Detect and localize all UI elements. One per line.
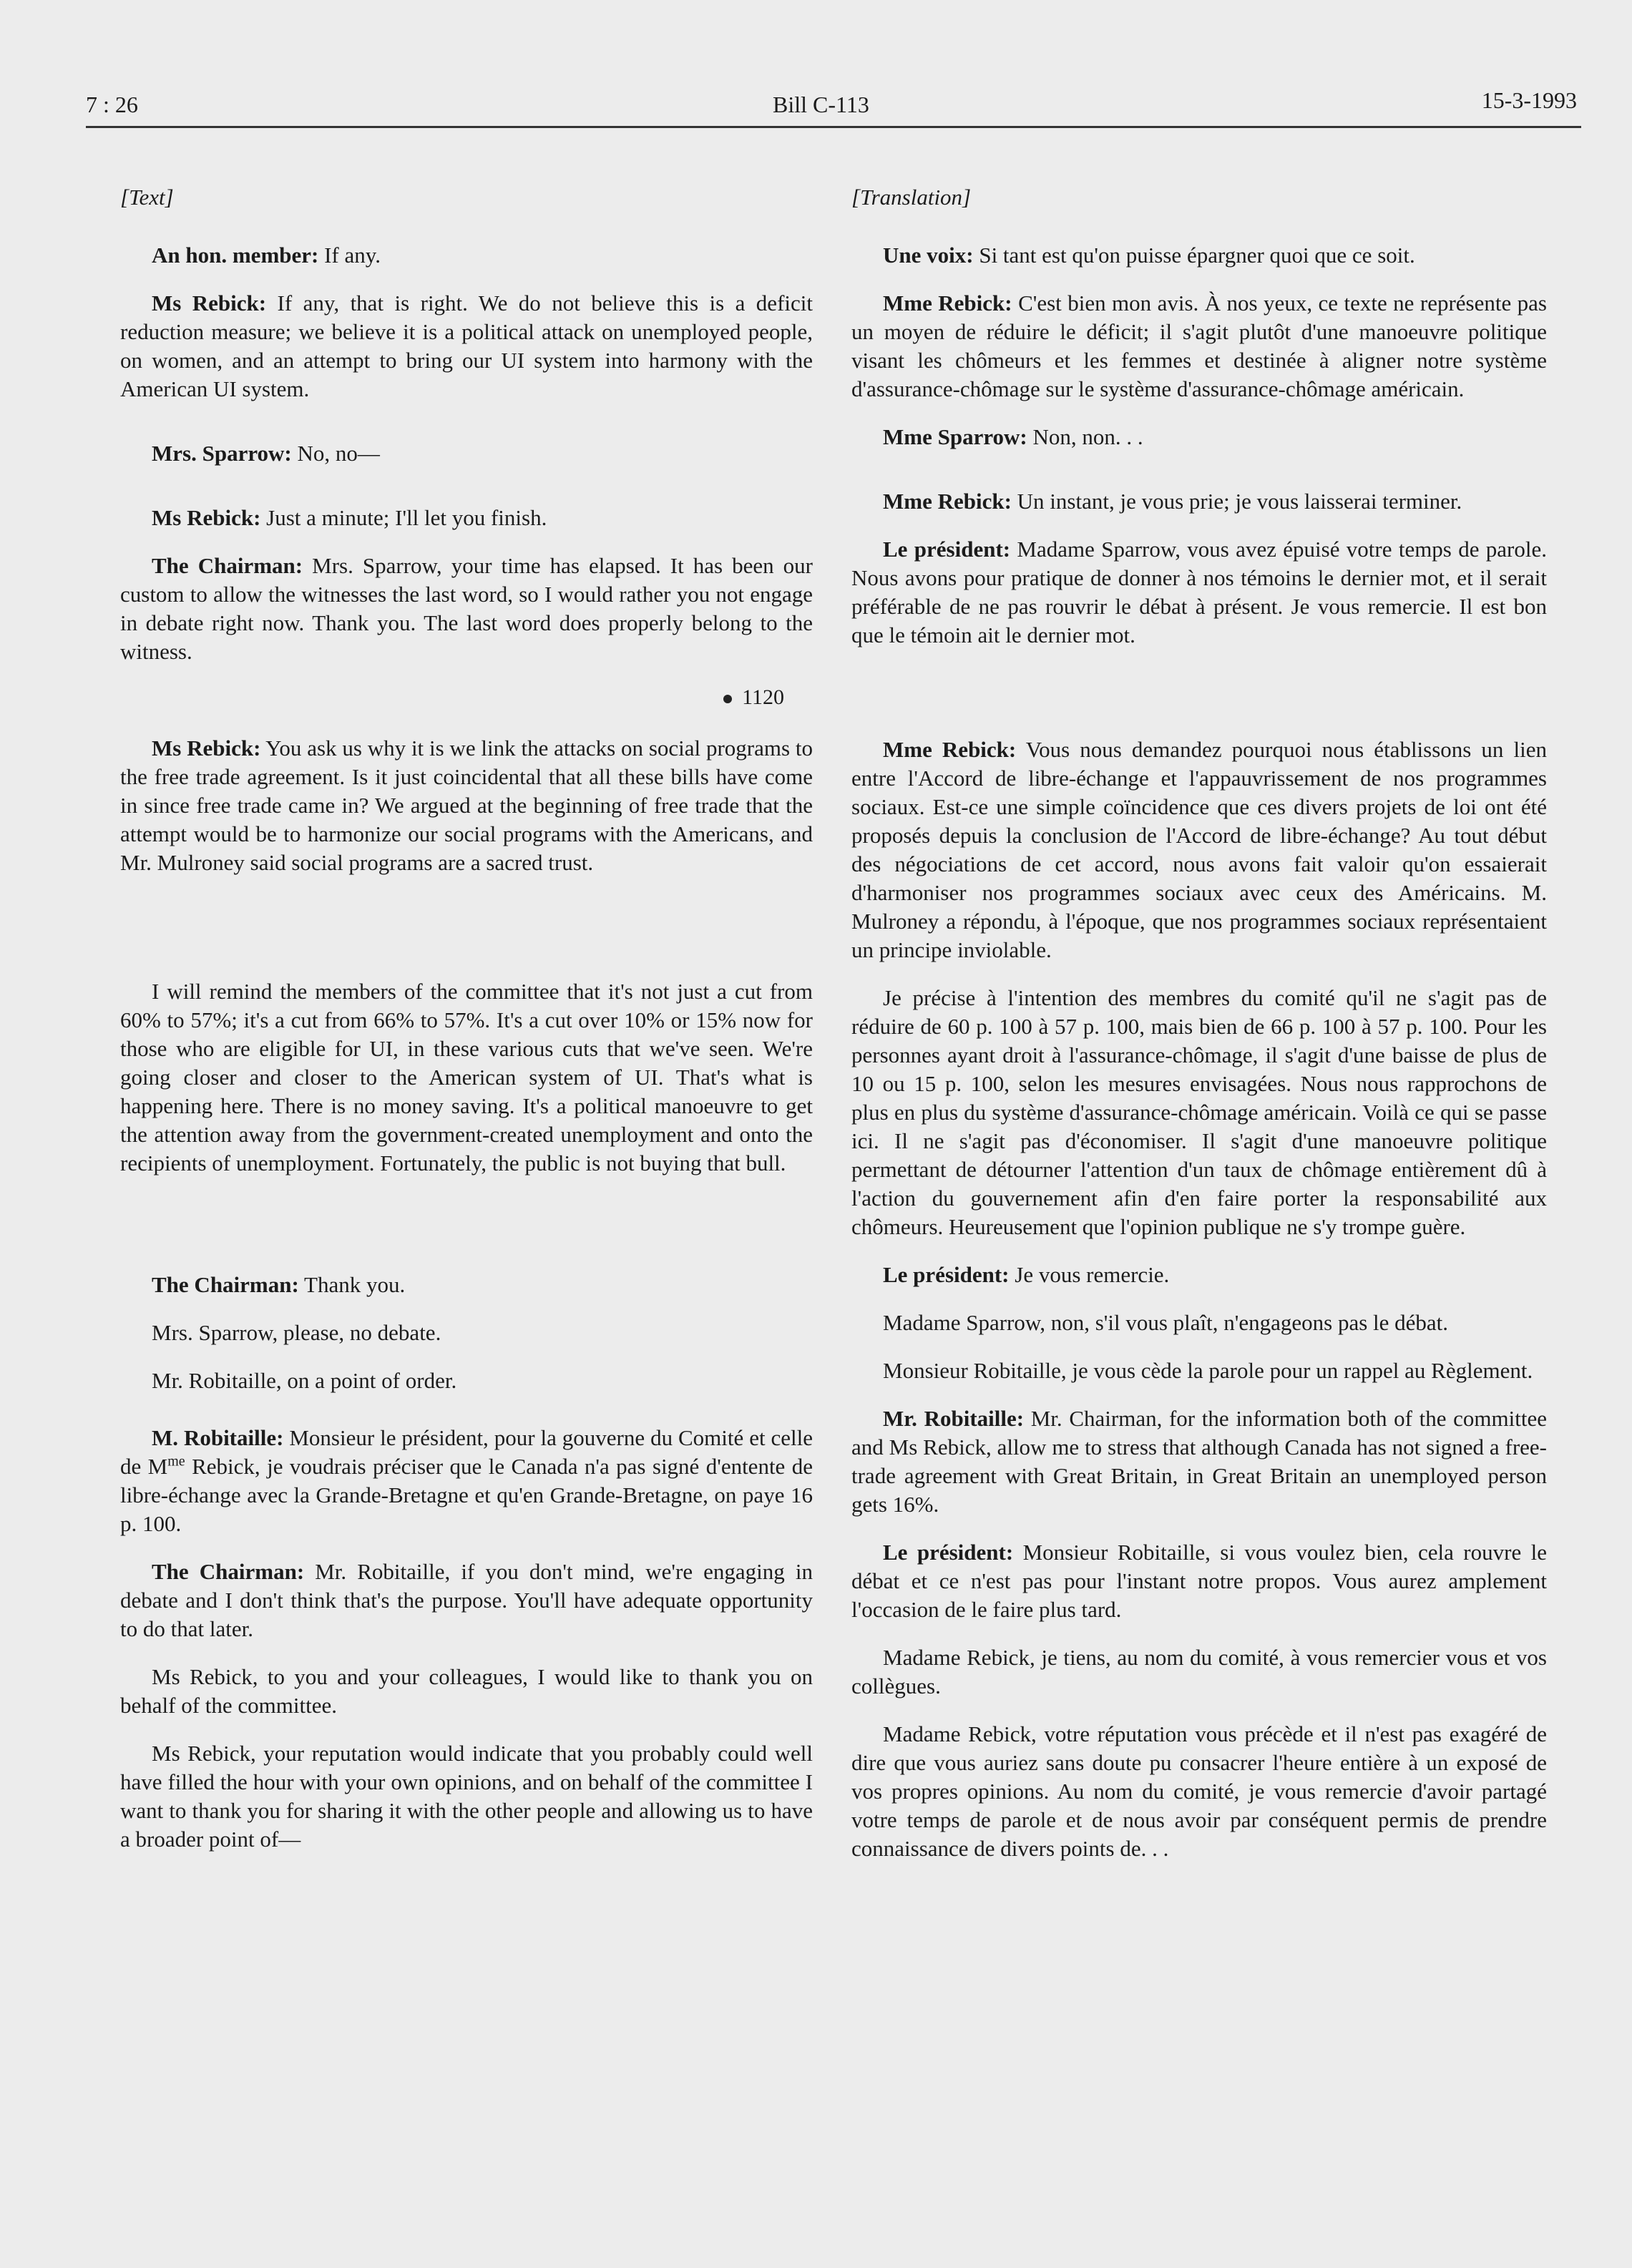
- paragraph: [120, 241, 813, 270]
- speech: Vous nous demandez pourquoi nous établissons un lien entre l'Accord de libre-échange et l'appauvrissement de nos programmes sociaux. Est-ce une simple coïncidence que ces divers projets de loi ont été proposés depuis la conclusion de l'Accord de libre-échange? Au tout début des négociations de cet accord, nous avons fait valoir qu'on essaierait d'harmoniser nos programmes sociaux avec ceux des Américains. M. Mulroney a répondu, à l'époque, que nos programmes sociaux représentaient un principe inviolable.: [851, 737, 1547, 962]
- speech: You ask us why it is we link the attacks on social programs to the free trade agreement. Is it just coincidental that all these bills have come in since free trade came in? We argued at the beginning of free trade that the attempt would be to harmonize our social programs with the Americans, and Mr. Mulroney said social programs are a sacred trust.: [120, 735, 813, 875]
- paragraph: [120, 1739, 813, 1854]
- speech: No, no—: [291, 441, 380, 466]
- paragraph: [851, 241, 1547, 270]
- bill-title: Bill C-113: [773, 92, 869, 117]
- speaker: M. Robitaille:: [152, 1425, 284, 1450]
- speaker: Le président:: [883, 1262, 1010, 1287]
- speaker: Mr. Robitaille:: [883, 1406, 1025, 1431]
- paragraph: [851, 1404, 1547, 1519]
- speaker: Mme Sparrow:: [883, 424, 1027, 449]
- column-heading: [Translation]: [851, 185, 972, 210]
- speech: C'est bien mon avis. À nos yeux, ce texte ne représente pas un moyen de réduire le déficit; il s'agit plutôt d'une manoeuvre politique visant les chômeurs et les femmes et destinée à aligner notre système d'assurance-chômage sur le système d'assurance-chômage américain.: [851, 290, 1547, 401]
- paragraph: [851, 1643, 1547, 1701]
- paragraph: [120, 1424, 813, 1538]
- header-date: 15-3-1993: [1481, 87, 1577, 113]
- bullet-icon: [723, 695, 732, 703]
- speech: Je vous remercie.: [1009, 1262, 1170, 1287]
- paragraph: [851, 984, 1547, 1241]
- column-heading: [Text]: [120, 185, 174, 210]
- speech: Madame Rebick, votre réputation vous précède et il n'est pas exagéré de dire que vous auriez sans doute pu consacrer l'heure entière à un exposé de vos propres opinions. Au nom du comité, je vous remercie d'avoir partagé votre temps de parole et de nous avoir par conséquent permis de prendre connaissance de divers points de. . .: [851, 1721, 1547, 1861]
- paragraph: [851, 487, 1547, 516]
- speech: Je précise à l'intention des membres du comité qu'il ne s'agit pas de réduire de 60 p. 100 à 57 p. 100, mais bien de 66 p. 100 à 57 p. 100. Pour les personnes ayant droit à l'assurance-chômage, il s'agit d'une baisse de plus de 10 ou 15 p. 100, selon les mesures envisagées. Nous nous rapprochons de plus en plus du système d'assurance-chômage américain. Voilà ce qui se passe ici. Il ne s'agit pas d'économiser. Il s'agit d'une manoeuvre politique permettant de détourner l'attention d'un taux de chômage entièrement dû à l'action du gouvernement afin d'en faire porter la responsabilité aux chômeurs. Heureusement que l'opinion publique ne s'y trompe guère.: [851, 985, 1547, 1239]
- speaker: Mme Rebick:: [883, 737, 1017, 762]
- time-marker: [120, 685, 784, 710]
- paragraph: [120, 289, 813, 404]
- header-rule: [86, 126, 1581, 128]
- speech: If any, that is right. We do not believe this is a deficit reduction measure; we believe it is a political attack on unemployed people, on women, and an attempt to bring our UI system into harmony with the American UI system.: [120, 290, 813, 401]
- speech: Ms Rebick, to you and your colleagues, I would like to thank you on behalf of the committee.: [120, 1664, 813, 1718]
- speech: Madame Sparrow, vous avez épuisé votre temps de parole. Nous avons pour pratique de donner à nos témoins le dernier mot, et il serait préférable de ne pas rouvrir le débat à présent. Je vous remercie. Il est bon que le témoin ait le dernier mot.: [851, 537, 1547, 647]
- page-header: [86, 87, 1577, 126]
- speech: If any.: [318, 243, 381, 268]
- paragraph: [120, 1319, 813, 1347]
- paragraph: [120, 504, 813, 532]
- page-number: 7 : 26: [86, 92, 138, 117]
- speech: Mrs. Sparrow, please, no debate.: [152, 1320, 441, 1345]
- paragraph: [120, 1663, 813, 1720]
- speech: Si tant est qu'on puisse épargner quoi que ce soit.: [973, 243, 1415, 268]
- speech: Madame Rebick, je tiens, au nom du comité, à vous remercier vous et vos collègues.: [851, 1645, 1547, 1698]
- speech: Un instant, je vous prie; je vous laisserai terminer.: [1011, 489, 1462, 514]
- speaker: An hon. member:: [152, 243, 319, 268]
- speaker: Mme Rebick:: [883, 290, 1012, 316]
- paragraph: [851, 289, 1547, 404]
- paragraph: [120, 977, 813, 1178]
- paragraph: [851, 1357, 1547, 1385]
- speaker: Le président:: [883, 537, 1011, 562]
- time-marker-value: 1120: [742, 685, 784, 709]
- paragraph: [120, 439, 813, 468]
- speech: Madame Sparrow, non, s'il vous plaît, n'engageons pas le débat.: [883, 1310, 1449, 1335]
- english-column: [120, 185, 813, 1873]
- paragraph: [851, 1309, 1547, 1337]
- speech: Mr. Chairman, for the information both of the committee and Ms Rebick, allow me to stress that although Canada has not signed a free-trade agreement with Great Britain, in Great Britain an unemployed person gets 16%.: [851, 1406, 1547, 1517]
- speech: I will remind the members of the committee that it's not just a cut from 60% to 57%; it's a cut from 66% to 57%. It's a cut over 10% or 15% now for those who are eligible for UI, in these various cuts that we've seen. We're going closer and closer to the American system of UI. That's what is happening here. There is no money saving. It's a political manoeuvre to get the attention away from the government-created unemployment and onto the recipients of unemployment. Fortunately, the public is not buying that bull.: [120, 979, 813, 1175]
- paragraph: [120, 1367, 813, 1395]
- paragraph: [851, 1538, 1547, 1624]
- paragraph: [851, 535, 1547, 650]
- speech: Monsieur Robitaille, si vous voulez bien, cela rouvre le débat et ce n'est pas pour l'instant notre propos. Vous aurez amplement l'occasion de le faire plus tard.: [851, 1540, 1547, 1622]
- speaker: Ms Rebick:: [152, 735, 261, 761]
- speech: Mr. Robitaille, if you don't mind, we're engaging in debate and I don't think that's the purpose. You'll have adequate opportunity to do that later.: [120, 1559, 813, 1641]
- speech: Monsieur Robitaille, je vous cède la parole pour un rappel au Règlement.: [883, 1358, 1533, 1383]
- paragraph: [851, 1261, 1547, 1289]
- speaker: Ms Rebick:: [152, 505, 261, 530]
- speech: Thank you.: [298, 1272, 406, 1297]
- speaker: Ms Rebick:: [152, 290, 267, 316]
- paragraph: [851, 735, 1547, 964]
- speaker: Mme Rebick:: [883, 489, 1012, 514]
- french-column: [851, 185, 1547, 1882]
- speaker: Mrs. Sparrow:: [152, 441, 292, 466]
- paragraph: [120, 552, 813, 666]
- speech: Monsieur le président, pour la gouverne du Comité et celle de $M^{me}$ Rebick, je voudrais préciser que le Canada n'a pas signé d'entente de libre-échange avec la Grande-Bretagne et qu'en Grande-Bretagne, on paye 16 p. 100.: [120, 1425, 813, 1536]
- paragraph: [120, 734, 813, 877]
- speech: Non, non. . .: [1027, 424, 1143, 449]
- speaker: The Chairman:: [152, 1272, 299, 1297]
- speech: Just a minute; I'll let you finish.: [260, 505, 547, 530]
- paragraph: [120, 1271, 813, 1299]
- speech: Mrs. Sparrow, your time has elapsed. It has been our custom to allow the witnesses the last word, so I would rather you not engage in debate right now. Thank you. The last word does properly belong to the witness.: [120, 553, 813, 664]
- paragraph: [851, 1720, 1547, 1863]
- speaker: The Chairman:: [152, 1559, 305, 1584]
- speaker: Une voix:: [883, 243, 974, 268]
- speaker: The Chairman:: [152, 553, 303, 578]
- speaker: Le président:: [883, 1540, 1014, 1565]
- paragraph: [851, 423, 1547, 451]
- paragraph: [120, 1558, 813, 1643]
- speech: Ms Rebick, your reputation would indicate that you probably could well have filled the hour with your own opinions, and on behalf of the committee I want to thank you for sharing it with the other people and allowing us to have a broader point of—: [120, 1741, 813, 1852]
- speech: Mr. Robitaille, on a point of order.: [152, 1368, 457, 1393]
